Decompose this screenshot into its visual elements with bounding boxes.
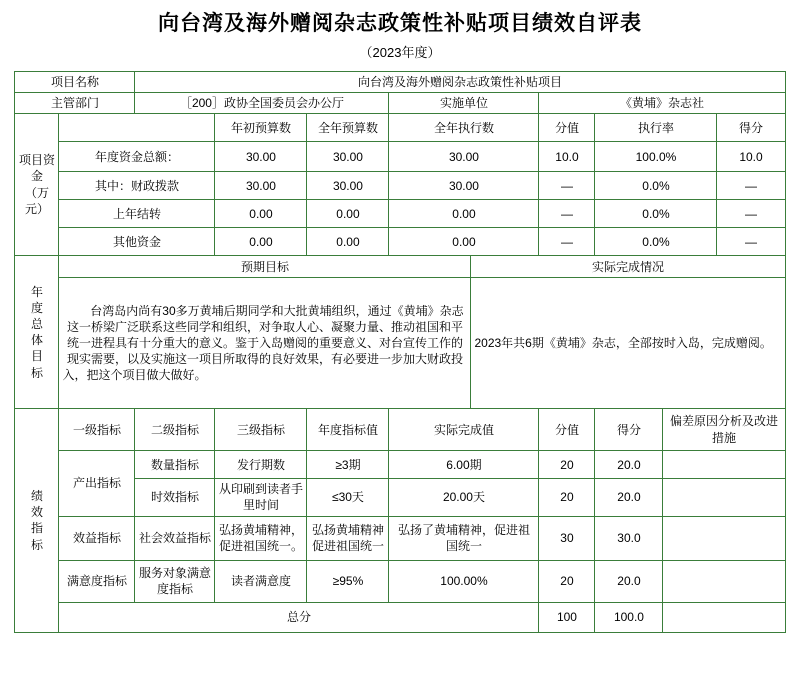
funds-item-score-value: 10.0 [539,142,595,172]
funds-header-exec-rate: 执行率 [595,114,717,142]
funds-item-full-budget: 30.00 [307,142,389,172]
funds-item-full-exec: 0.00 [389,200,539,228]
project-name-value: 向台湾及海外赠阅杂志政策性补贴项目 [135,71,785,92]
performance-header-row [15,409,785,451]
annual-goal-header-row [15,256,785,278]
page-title: 向台湾及海外赠阅杂志政策性补贴项目绩效自评表 [158,12,642,35]
funds-item-exec-rate: 100.0% [595,142,717,172]
performance-header-deviation: 偏差原因分析及改进措施 [663,409,785,451]
annual-goal-expected-text [59,278,471,409]
performance-score-value: 30 [539,516,595,560]
funds-item-score: — [717,172,785,200]
funds-item-full-budget: 30.00 [307,172,389,200]
annual-goal-expected-paragraph: 台湾岛内尚有30多万黄埔后期同学和大批黄埔组织，通过《黄埔》杂志这一桥梁广泛联系这些同学和组织，对争取人心、凝聚力量、推动祖国和平统一进程具有十分重大的意义。鉴于入岛赠阅的重要意义、对台宣传工作的现实需要，以及实施这一项目所取得的良好效果，有必要进一步加大财政投入，把这个项目做大做好。 [62,303,464,383]
performance-score-value: 20 [539,560,595,602]
performance-header-score-value: 分值 [539,409,595,451]
performance-level3: 读者满意度 [215,560,307,602]
table-row [15,451,785,479]
funds-item-begin-budget: 0.00 [215,200,307,228]
performance-actual-value: 弘扬了黄埔精神，促进祖国统一 [389,516,539,560]
funds-header-score-value: 分值 [539,114,595,142]
funds-item-begin-budget: 0.00 [215,228,307,256]
performance-target-value: 弘扬黄埔精神促进祖国统一 [307,516,389,560]
funds-row-other [15,228,785,256]
performance-level2: 社会效益指标 [135,516,215,560]
funds-item-full-budget: 0.00 [307,228,389,256]
funds-item-begin-budget: 30.00 [215,172,307,200]
unit-value: 《黄埔》杂志社 [539,92,785,113]
performance-score: 20.0 [595,560,663,602]
funds-row-fiscal [15,172,785,200]
funds-item-name: 上年结转 [59,200,215,228]
funds-item-name: 其中：财政拨款 [59,172,215,200]
funds-item-exec-rate: 0.0% [595,228,717,256]
funds-row-carryover [15,200,785,228]
performance-header-level1: 一级指标 [59,409,135,451]
funds-item-name: 年度资金总额： [59,142,215,172]
performance-total-deviation [663,602,785,632]
performance-header-level2: 二级指标 [135,409,215,451]
performance-score-value: 20 [539,479,595,516]
funds-item-score-value: — [539,228,595,256]
performance-actual-value: 100.00% [389,560,539,602]
funds-item-score-value: — [539,200,595,228]
performance-level2: 服务对象满意度指标 [135,560,215,602]
performance-deviation [663,560,785,602]
performance-deviation [663,516,785,560]
performance-level2: 数量指标 [135,451,215,479]
funds-header-full-budget: 全年预算数 [307,114,389,142]
funds-row-label [15,114,59,256]
funds-item-full-budget: 0.00 [307,200,389,228]
performance-total-row [15,602,785,632]
funds-header-row [15,114,785,142]
funds-item-score-value: — [539,172,595,200]
performance-header-score: 得分 [595,409,663,451]
funds-item-full-exec: 30.00 [389,172,539,200]
performance-level3: 弘扬黄埔精神，促进祖国统一。 [215,516,307,560]
performance-level1: 满意度指标 [59,560,135,602]
performance-level1: 效益指标 [59,516,135,560]
performance-level3: 发行期数 [215,451,307,479]
performance-target-value: ≤30天 [307,479,389,516]
performance-header-actual-value: 实际完成值 [389,409,539,451]
performance-side-label: 绩 效 指 标 [15,409,59,632]
funds-item-score: — [717,200,785,228]
performance-actual-value: 20.00天 [389,479,539,516]
performance-target-value: ≥95% [307,560,389,602]
funds-item-full-exec: 30.00 [389,142,539,172]
funds-header-blank [59,114,215,142]
performance-header-target-value: 年度指标值 [307,409,389,451]
performance-actual-value: 6.00期 [389,451,539,479]
funds-row-label-line2: （万元） [24,185,49,216]
funds-item-name: 其他资金 [59,228,215,256]
performance-level3: 从印刷到读者手里时间 [215,479,307,516]
funds-item-score: 10.0 [717,142,785,172]
funds-item-exec-rate: 0.0% [595,200,717,228]
performance-deviation [663,451,785,479]
performance-score: 30.0 [595,516,663,560]
annual-goal-content-row [15,278,785,409]
performance-score-value: 20 [539,451,595,479]
table-row [15,560,785,602]
funds-header-begin-budget: 年初预算数 [215,114,307,142]
annual-goal-side-label: 年 度 总 体 目 标 [15,256,59,409]
funds-item-full-exec: 0.00 [389,228,539,256]
funds-row-label-line1: 项目资金 [18,153,55,184]
performance-level1: 产出指标 [59,451,135,516]
funds-item-exec-rate: 0.0% [595,172,717,200]
performance-score: 20.0 [595,451,663,479]
funds-item-score: — [717,228,785,256]
page-subtitle: （2023年度） [359,45,441,61]
project-name-label: 项目名称 [15,71,135,92]
unit-label: 实施单位 [389,92,539,113]
funds-header-full-exec: 全年执行数 [389,114,539,142]
performance-level2: 时效指标 [135,479,215,516]
performance-target-value: ≥3期 [307,451,389,479]
annual-goal-actual-text: 2023年共6期《黄埔》杂志，全部按时入岛，完成赠阅。 [471,278,785,409]
table-row-project-name [15,71,785,92]
performance-total-label: 总分 [59,602,539,632]
table-row-department [15,92,785,113]
department-value: ［200］政协全国委员会办公厅 [135,92,389,113]
performance-header-level3: 三级指标 [215,409,307,451]
performance-score: 20.0 [595,479,663,516]
performance-deviation [663,479,785,516]
funds-header-score: 得分 [717,114,785,142]
self-evaluation-form-page [0,11,800,676]
funds-item-begin-budget: 30.00 [215,142,307,172]
performance-total-score-value: 100 [539,602,595,632]
department-label: 主管部门 [15,92,135,113]
table-row [15,516,785,560]
performance-total-score: 100.0 [595,602,663,632]
annual-goal-actual-header: 实际完成情况 [471,256,785,278]
funds-row-total [15,142,785,172]
performance-self-evaluation-table [14,71,785,633]
annual-goal-expected-header: 预期目标 [59,256,471,278]
